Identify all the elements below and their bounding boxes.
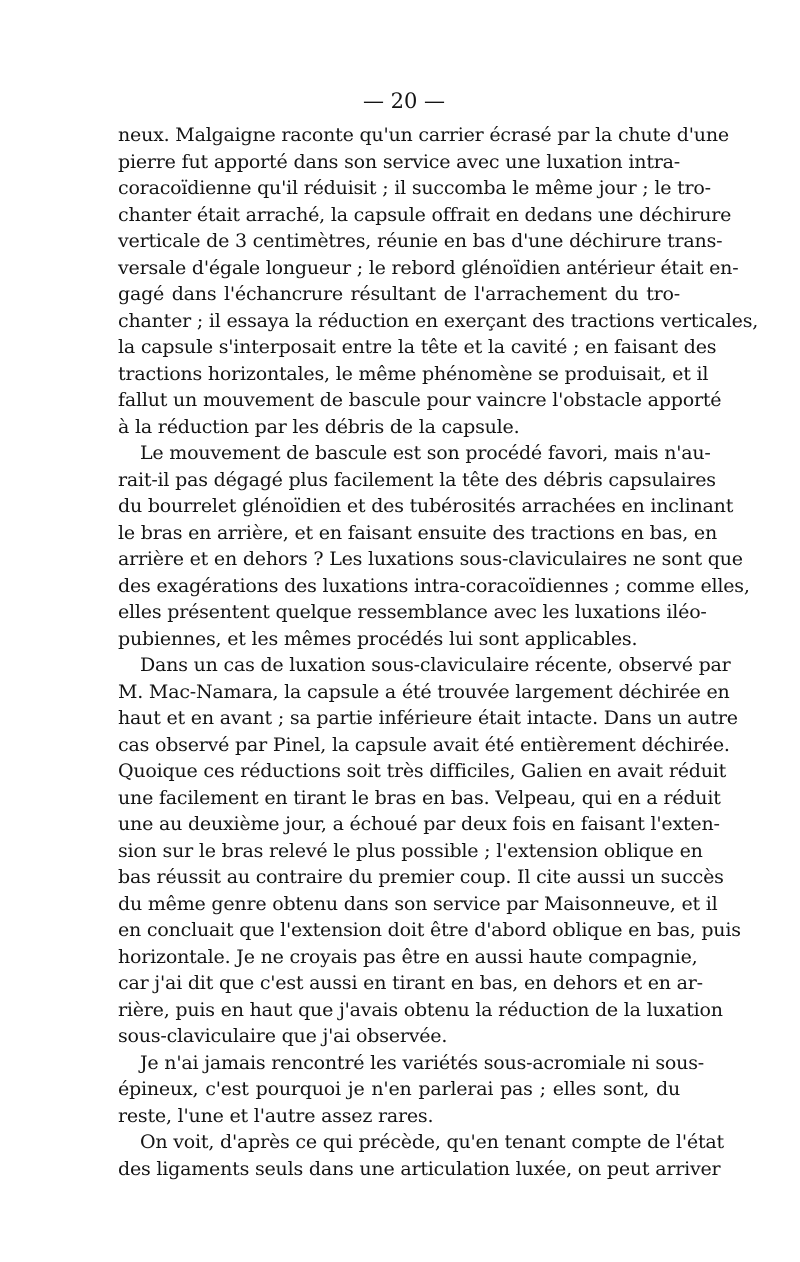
document-page (118, 88, 759, 1182)
text-line: Dans un cas de luxation sous-claviculaire récente, observé par (140, 654, 731, 676)
text-line: Quoique ces réductions soit très difficiles, Galien en avait réduit (118, 760, 727, 782)
text-line: neux. Malgaigne raconte qu'un carrier écrasé par la chute d'une (118, 124, 729, 146)
text-line: verticale de 3 centimètres, réunie en bas d'une déchirure trans- (118, 230, 723, 252)
page-number: — 20 — (362, 89, 446, 113)
text-line: Le mouvement de bascule est son procédé favori, mais n'au- (140, 442, 711, 464)
text-line: arrière et en dehors ? Les luxations sous-claviculaires ne sont que (118, 548, 743, 570)
text-line: en concluait que l'extension doit être d'abord oblique en bas, puis (118, 919, 741, 941)
text-line: pierre fut apporté dans son service avec une luxation intra- (118, 150, 680, 173)
text-line: M. Mac-Namara, la capsule a été trouvée largement déchirée en (118, 680, 730, 703)
text-line: coracoïdienne qu'il réduisit ; il succomba le même jour ; le tro- (118, 177, 711, 199)
text-line: du même genre obtenu dans son service par Maisonneuve, et il (118, 892, 718, 915)
text-line: le bras en arrière, et en faisant ensuite des tractions en bas, en (118, 521, 717, 544)
text-line: On voit, d'après ce qui précède, qu'en tenant compte de l'état (140, 1131, 724, 1153)
text-line: sous-claviculaire que j'ai observée. (118, 1025, 448, 1047)
text-line: horizontale. Je ne croyais pas être en aussi haute compagnie, (118, 945, 698, 968)
text-line: chanter était arraché, la capsule offrait en dedans une déchirure (118, 203, 732, 226)
text-line: épineux, c'est pourquoi je n'en parlerai pas ; elles sont, du (118, 1078, 680, 1100)
text-line: pubiennes, et les mêmes procédés lui sont applicables. (118, 627, 638, 650)
text-line: des exagérations des luxations intra-coracoïdiennes ; comme elles, (118, 574, 750, 597)
text-line: rière, puis en haut que j'avais obtenu la réduction de la luxation (118, 998, 723, 1021)
text-line: car j'ai dit que c'est aussi en tirant en bas, en dehors et en ar- (118, 972, 703, 994)
text-line: bas réussit au contraire du premier coup. Il cite aussi un succès (118, 866, 724, 888)
text-line: sion sur le bras relevé le plus possible ; l'extension oblique en (118, 839, 703, 862)
text-line: elles présentent quelque ressemblance avec les luxations iléo- (118, 601, 707, 623)
text-line: la capsule s'interposait entre la tête et la cavité ; en faisant des (118, 336, 717, 358)
text-line: gagé dans l'échancrure résultant de l'arrachement du tro- (118, 283, 680, 305)
text-line: chanter ; il essaya la réduction en exerçant des tractions verticales, (118, 309, 759, 332)
text-line: versale d'égale longueur ; le rebord glénoïdien antérieur était en- (118, 256, 739, 279)
text-line: du bourrelet glénoïdien et des tubérosités arrachées en inclinant (118, 495, 734, 517)
text-line: une au deuxième jour, a échoué par deux fois en faisant l'exten- (118, 813, 720, 835)
text-line: une facilement en tirant le bras en bas. Velpeau, qui en a réduit (118, 786, 721, 809)
text-line: reste, l'une et l'autre assez rares. (118, 1104, 434, 1127)
text-line: Je n'ai jamais rencontré les variétés sous-acromiale ni sous- (140, 1051, 704, 1074)
text-line: rait-il pas dégagé plus facilement la tête des débris capsulaires (118, 468, 716, 491)
text-line: des ligaments seuls dans une articulation luxée, on peut arriver (118, 1157, 721, 1180)
page-body-text (118, 122, 759, 1182)
text-line: haut et en avant ; sa partie inférieure était intacte. Dans un autre (118, 707, 738, 729)
text-line: fallut un mouvement de bascule pour vaincre l'obstacle apporté (118, 389, 722, 411)
text-line: tractions horizontales, le même phénomène se produisait, et il (118, 362, 709, 385)
text-line: cas observé par Pinel, la capsule avait été entièrement déchirée. (118, 733, 730, 756)
text-line: à la réduction par les débris de la capsule. (118, 415, 520, 438)
